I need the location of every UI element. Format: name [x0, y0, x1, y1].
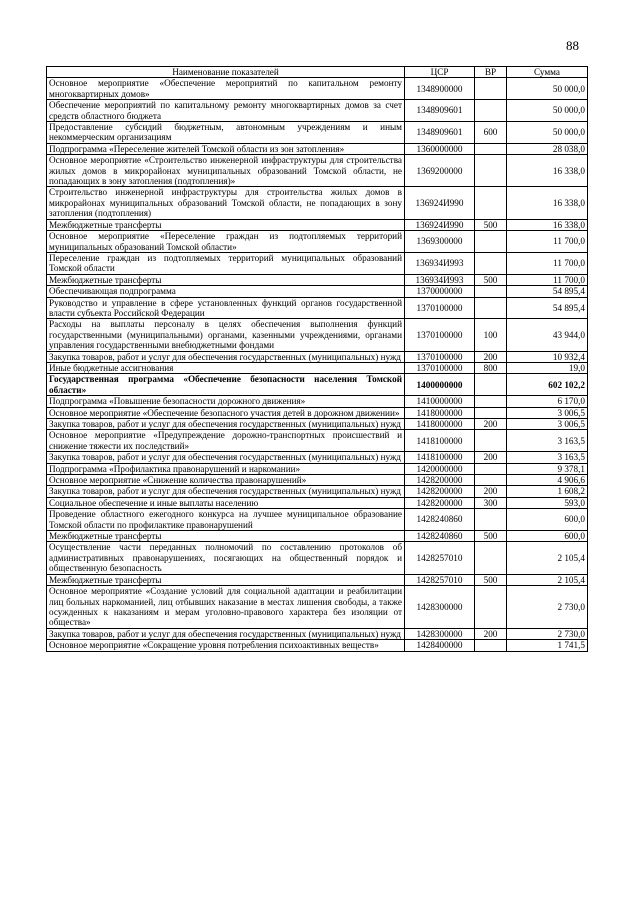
row-vr: [475, 297, 507, 319]
table-row: [47, 187, 588, 219]
row-csr: 1360000000: [405, 143, 475, 154]
row-vr: 500: [475, 219, 507, 230]
row-name: Подпрограмма «Профилактика правонарушений и наркомании»: [47, 463, 405, 474]
row-vr: 100: [475, 319, 507, 351]
row-vr: 200: [475, 452, 507, 463]
row-sum: 50 000,0: [507, 78, 588, 100]
row-vr: 300: [475, 497, 507, 508]
row-csr: 1348900000: [405, 78, 475, 100]
row-name: Основное мероприятие «Обеспечение безопасного участия детей в дорожном движении»: [47, 407, 405, 418]
row-vr: 200: [475, 628, 507, 639]
row-name: Расходы на выплаты персоналу в целях обеспечения выполнения функций государственными (муниципальными) органами, казенными учреждениями, органами управления государственными внебюджетными фондами: [47, 319, 405, 351]
table-row: [47, 143, 588, 154]
row-vr: [475, 286, 507, 297]
table-body: [47, 78, 588, 651]
row-sum: 593,0: [507, 497, 588, 508]
row-name: Закупка товаров, работ и услуг для обеспечения государственных (муниципальных) нужд: [47, 486, 405, 497]
table-row: [47, 319, 588, 351]
row-name: Осуществление части переданных полномочий по составлению протоколов об административных правонарушениях, посягающих на общественный порядок и общественную безопасность: [47, 542, 405, 574]
row-vr: 500: [475, 274, 507, 285]
table-row: [47, 486, 588, 497]
row-csr: 1428200000: [405, 486, 475, 497]
row-name: Межбюджетные трансферты: [47, 574, 405, 585]
row-vr: [475, 640, 507, 651]
row-vr: [475, 155, 507, 187]
row-name: Основное мероприятие «Сокращение уровня потребления психоактивных веществ»: [47, 640, 405, 651]
row-vr: [475, 407, 507, 418]
row-name: Основное мероприятие «Переселение граждан из подтопляемых территорий муниципальных образований Томской области»: [47, 231, 405, 253]
row-vr: [475, 396, 507, 407]
table-row: [47, 574, 588, 585]
table-row: [47, 628, 588, 639]
row-vr: [475, 374, 507, 396]
row-csr: 1420000000: [405, 463, 475, 474]
row-vr: 200: [475, 351, 507, 362]
table-row: [47, 419, 588, 430]
row-vr: [475, 586, 507, 629]
row-csr: 1428257010: [405, 574, 475, 585]
table-row: [47, 362, 588, 373]
row-sum: 2 730,0: [507, 586, 588, 629]
table-row: [47, 219, 588, 230]
row-name: Межбюджетные трансферты: [47, 274, 405, 285]
table-row: [47, 155, 588, 187]
row-csr: 136934И993: [405, 252, 475, 274]
header-sum: Сумма: [507, 67, 588, 78]
row-vr: [475, 187, 507, 219]
row-sum: 600,0: [507, 509, 588, 531]
table-row: [47, 531, 588, 542]
row-vr: 800: [475, 362, 507, 373]
table-row: [47, 351, 588, 362]
row-csr: 1428200000: [405, 497, 475, 508]
table-row: [47, 430, 588, 452]
row-name: Руководство и управление в сфере установленных функций органов государственной власти субъекта Российской Федерации: [47, 297, 405, 319]
row-name: Закупка товаров, работ и услуг для обеспечения государственных (муниципальных) нужд: [47, 628, 405, 639]
row-csr: 1428400000: [405, 640, 475, 651]
row-name: Основное мероприятие «Предупреждение дорожно-транспортных происшествий и снижение тяжести их последствий»: [47, 430, 405, 452]
row-sum: 54 895,4: [507, 297, 588, 319]
row-csr: 1418100000: [405, 430, 475, 452]
row-name: Государственная программа «Обеспечение безопасности населения Томской области»: [47, 374, 405, 396]
row-sum: 50 000,0: [507, 100, 588, 122]
table-row: [47, 509, 588, 531]
row-sum: 4 906,6: [507, 475, 588, 486]
row-sum: 1 608,2: [507, 486, 588, 497]
row-name: Обеспечивающая подпрограмма: [47, 286, 405, 297]
row-name: Основное мероприятие «Снижение количества правонарушений»: [47, 475, 405, 486]
row-sum: 2 105,4: [507, 542, 588, 574]
row-sum: 28 038,0: [507, 143, 588, 154]
table-row: [47, 497, 588, 508]
table-row: [47, 231, 588, 253]
row-sum: 3 006,5: [507, 419, 588, 430]
row-vr: [475, 231, 507, 253]
table-row: [47, 297, 588, 319]
row-sum: 19,0: [507, 362, 588, 373]
row-vr: [475, 100, 507, 122]
row-sum: 2 105,4: [507, 574, 588, 585]
row-csr: 1418000000: [405, 419, 475, 430]
row-name: Социальное обеспечение и иные выплаты населению: [47, 497, 405, 508]
row-vr: 500: [475, 531, 507, 542]
table-row: [47, 122, 588, 144]
row-name: Закупка товаров, работ и услуг для обеспечения государственных (муниципальных) нужд: [47, 419, 405, 430]
table-header-row: [47, 67, 588, 78]
row-name: Переселение граждан из подтопляемых территорий муниципальных образований Томской области: [47, 252, 405, 274]
table-row: [47, 374, 588, 396]
row-csr: 1370100000: [405, 351, 475, 362]
table-row: [47, 100, 588, 122]
row-name: Основное мероприятие «Создание условий для социальной адаптации и реабилитации лиц больных наркоманией, лиц отбывших наказание в местах лишения свободы, а также осужденных к наказаниям и мерам уголовно-правового характера без изоляции от общества»: [47, 586, 405, 629]
row-sum: 2 730,0: [507, 628, 588, 639]
table-row: [47, 407, 588, 418]
row-csr: 1428240860: [405, 531, 475, 542]
table-row: [47, 252, 588, 274]
row-name: Строительство инженерной инфраструктуры для строительства жилых домов в микрорайонах муниципальных образований Томской области, не попадающих в зону затопления (подтопления): [47, 187, 405, 219]
row-vr: 200: [475, 486, 507, 497]
table-row: [47, 475, 588, 486]
row-sum: 16 338,0: [507, 219, 588, 230]
row-name: Основное мероприятие «Обеспечение мероприятий по капитальном ремонту многоквартирных домов»: [47, 78, 405, 100]
row-vr: [475, 475, 507, 486]
table-row: [47, 396, 588, 407]
row-vr: [475, 542, 507, 574]
row-csr: 1370100000: [405, 362, 475, 373]
table-row: [47, 452, 588, 463]
row-csr: 1370000000: [405, 286, 475, 297]
row-name: Основное мероприятие «Строительство инженерной инфраструктуры для строительства жилых домов в микрорайонах муниципальных образований Томской области, не попадающих в зону затопления (подтопления)»: [47, 155, 405, 187]
row-vr: [475, 430, 507, 452]
row-csr: 1428257010: [405, 542, 475, 574]
header-csr: ЦСР: [405, 67, 475, 78]
row-csr: 1418100000: [405, 452, 475, 463]
row-sum: 3 163,5: [507, 452, 588, 463]
row-sum: 11 700,0: [507, 252, 588, 274]
table-row: [47, 274, 588, 285]
row-vr: 600: [475, 122, 507, 144]
row-sum: 54 895,4: [507, 286, 588, 297]
header-vr: ВР: [475, 67, 507, 78]
row-csr: 136934И993: [405, 274, 475, 285]
row-csr: 1370100000: [405, 297, 475, 319]
row-sum: 11 700,0: [507, 274, 588, 285]
row-csr: 1348909601: [405, 122, 475, 144]
row-sum: 600,0: [507, 531, 588, 542]
row-sum: 11 700,0: [507, 231, 588, 253]
row-csr: 1370100000: [405, 319, 475, 351]
row-sum: 1 741,5: [507, 640, 588, 651]
row-vr: [475, 143, 507, 154]
table-row: [47, 640, 588, 651]
row-csr: 1348909601: [405, 100, 475, 122]
row-csr: 1418000000: [405, 407, 475, 418]
row-csr: 1410000000: [405, 396, 475, 407]
row-name: Межбюджетные трансферты: [47, 531, 405, 542]
row-vr: 200: [475, 419, 507, 430]
row-csr: 1369300000: [405, 231, 475, 253]
row-sum: 9 378,1: [507, 463, 588, 474]
row-name: Проведение областного ежегодного конкурса на лучшее муниципальное образование Томской области по профилактике правонарушений: [47, 509, 405, 531]
table-row: [47, 286, 588, 297]
row-vr: 500: [475, 574, 507, 585]
page-number: 88: [566, 38, 579, 53]
row-csr: 1428300000: [405, 586, 475, 629]
row-name: Подпрограмма «Переселение жителей Томской области из зон затопления»: [47, 143, 405, 154]
row-vr: [475, 509, 507, 531]
row-name: Предоставление субсидий бюджетным, автономным учреждениям и иным некоммерческим организациям: [47, 122, 405, 144]
table-row: [47, 463, 588, 474]
header-name: Наименование показателей: [47, 67, 405, 78]
budget-table: [46, 66, 588, 652]
table-row: [47, 586, 588, 629]
row-sum: 3 006,5: [507, 407, 588, 418]
table-row: [47, 78, 588, 100]
row-name: Иные бюджетные ассигнования: [47, 362, 405, 373]
row-sum: 3 163,5: [507, 430, 588, 452]
row-name: Подпрограмма «Повышение безопасности дорожного движения»: [47, 396, 405, 407]
row-sum: 602 102,2: [507, 374, 588, 396]
row-sum: 16 338,0: [507, 155, 588, 187]
row-csr: 136924И990: [405, 187, 475, 219]
row-csr: 1400000000: [405, 374, 475, 396]
row-csr: 1428200000: [405, 475, 475, 486]
row-csr: 1428240860: [405, 509, 475, 531]
table-row: [47, 542, 588, 574]
row-sum: 16 338,0: [507, 187, 588, 219]
row-name: Закупка товаров, работ и услуг для обеспечения государственных (муниципальных) нужд: [47, 452, 405, 463]
row-sum: 10 932,4: [507, 351, 588, 362]
row-sum: 6 170,0: [507, 396, 588, 407]
row-vr: [475, 463, 507, 474]
row-name: Межбюджетные трансферты: [47, 219, 405, 230]
row-csr: 136924И990: [405, 219, 475, 230]
row-vr: [475, 252, 507, 274]
row-vr: [475, 78, 507, 100]
row-sum: 43 944,0: [507, 319, 588, 351]
row-csr: 1369200000: [405, 155, 475, 187]
row-name: Обеспечение мероприятий по капитальному ремонту многоквартирных домов за счет средств областного бюджета: [47, 100, 405, 122]
row-sum: 50 000,0: [507, 122, 588, 144]
row-csr: 1428300000: [405, 628, 475, 639]
row-name: Закупка товаров, работ и услуг для обеспечения государственных (муниципальных) нужд: [47, 351, 405, 362]
